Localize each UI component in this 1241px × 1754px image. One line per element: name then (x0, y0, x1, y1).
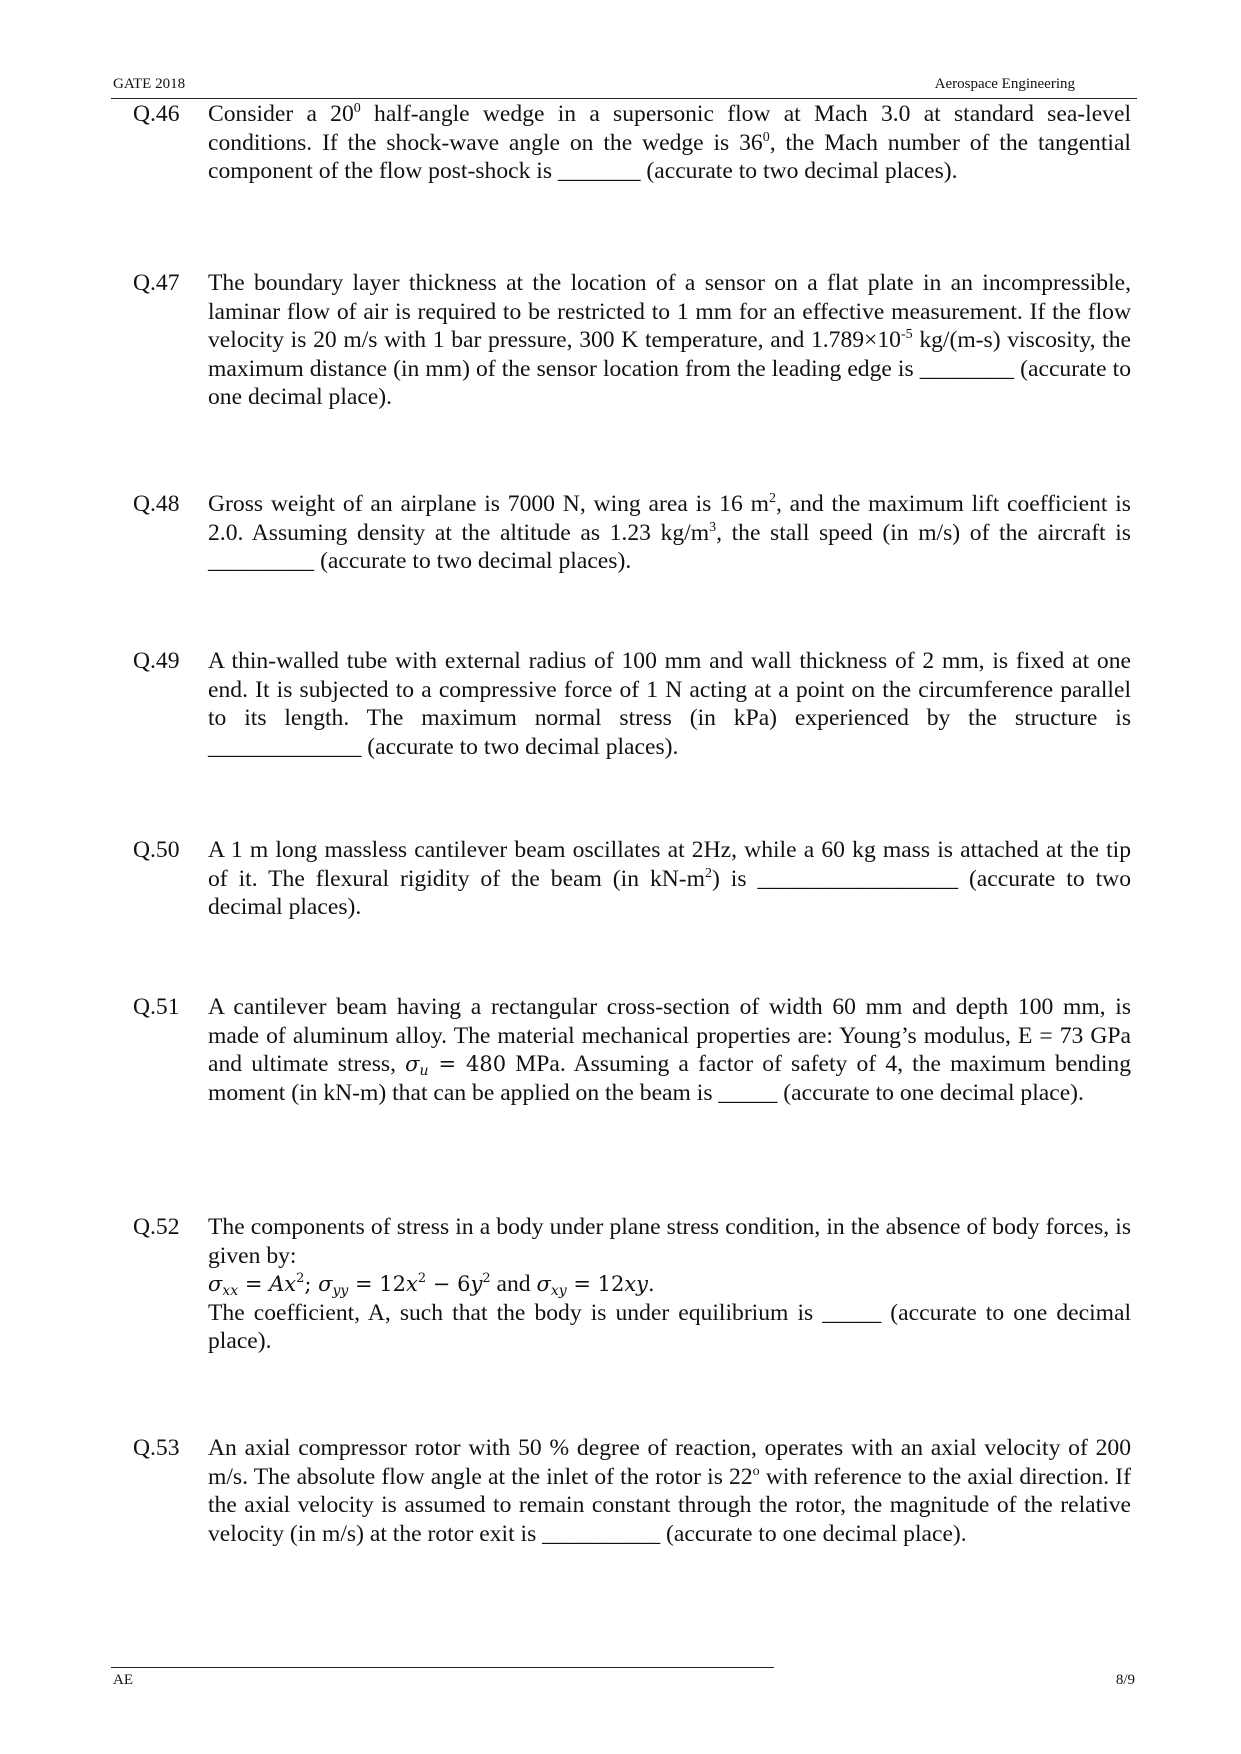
question-number: Q.51 (133, 994, 180, 1020)
ultimate-stress-equation: $\sigma_u = 480$ (405, 1052, 507, 1080)
question-number: Q.52 (133, 1214, 180, 1240)
question-number: Q.49 (133, 648, 180, 674)
question-text: A 1 m long massless cantilever beam oscillates at 2Hz, while a 60 kg mass is attached at the tip of it. The flexural rigidity of the beam (in $kN-m^2$) is _________________ (accurate to two decimal places). (208, 837, 1131, 921)
question-text: The components of stress in a body under plane stress condition, in the absence of body forces, is given by: $\sigma_{xx} = Ax^2$; $\sigma_{yy} = 12x^2 - 6y^2$ and $\sigma_{xy} = 12xy$. The coefficient, A, such that the body is under equilibrium is _____ (accurate to one decimal place). (208, 1214, 1131, 1355)
question-number: Q.47 (133, 270, 180, 296)
paper-code: AE (113, 1672, 133, 1688)
question-text: A thin-walled tube with external radius of 100 mm and wall thickness of 2 mm, is fixed at one end. It is subjected to a compressive force of 1 N acting at a point on the circumference parallel to its length. The maximum normal stress (in kPa) experienced by the structure is _____________ (accurate to two decimal places). (208, 648, 1131, 760)
answer-blank: _________________ (757, 865, 959, 892)
question-text: Gross weight of an airplane is 7000 N, wing area is 16 $m^2$, and the maximum lift coefficient is 2.0. Assuming density at the altitude as 1.23 $kg/m^3$, the stall speed (in m/s) of the aircraft is _________ (accurate to two decimal places). (208, 491, 1131, 575)
question-text: The boundary layer thickness at the location of a sensor on a flat plate in an incompressible, laminar flow of air is required to be restricted to 1 mm for an effective measurement. If the flow velocity is 20 m/s with 1 bar pressure, 300 K temperature, and $1.789\times 10^{-5}$ kg/(m-s) viscosity, the maximum distance (in mm) of the sensor location from the leading edge is ________ (accurate to one decimal place). (208, 270, 1132, 411)
question-number: Q.50 (133, 837, 180, 863)
question-text: Consider a $20^0$ half-angle wedge in a supersonic flow at Mach 3.0 at standard sea-level conditions. If the shock-wave angle on the wedge is $36^0$, the Mach number of the tangential component of the flow post-shock is _______ (accurate to two decimal places). (208, 101, 1131, 185)
subject-title: Aerospace Engineering (934, 76, 1075, 92)
exam-title: GATE 2018 (113, 76, 186, 92)
answer-blank: _____ (822, 1299, 882, 1326)
question-number: Q.48 (133, 491, 180, 517)
answer-blank: _______ (557, 158, 641, 185)
question-text: An axial compressor rotor with 50 % degree of reaction, operates with an axial velocity of 200 m/s. The absolute flow angle at the inlet of the rotor is 22$^o$ with reference to the axial direction. If the axial velocity is assumed to remain constant through the rotor, the magnitude of the relative velocity (in m/s) at the rotor exit is __________ (accurate to one decimal place). (208, 1435, 1131, 1547)
answer-blank: _____________ (208, 733, 362, 760)
stress-components-equation: $\sigma_{xx} = Ax^2$; $\sigma_{yy} = 12x^2 - 6y^2$ and $\sigma_{xy} = 12xy$. (208, 1271, 655, 1300)
question-text: A cantilever beam having a rectangular cross-section of width 60 mm and depth 100 mm, is made of aluminum alloy. The material mechanical properties are: Young’s modulus, E = 73 GPa and ultimate stress, $\sigma_u = 480$ MPa. Assuming a factor of safety of 4, the maximum bending moment (in kN-m) that can be applied on the beam is _____ (accurate to one decimal place). (208, 994, 1131, 1106)
page-number: 8/9 (1115, 1672, 1135, 1688)
page-header (111, 74, 1137, 99)
answer-blank: __________ (542, 1520, 661, 1547)
answer-blank: ________ (919, 355, 1015, 382)
question-number: Q.53 (133, 1435, 180, 1461)
answer-blank: _________ (208, 548, 315, 575)
question-number: Q.46 (133, 101, 180, 127)
answer-blank: _____ (718, 1079, 778, 1106)
footer-divider (111, 1667, 774, 1668)
